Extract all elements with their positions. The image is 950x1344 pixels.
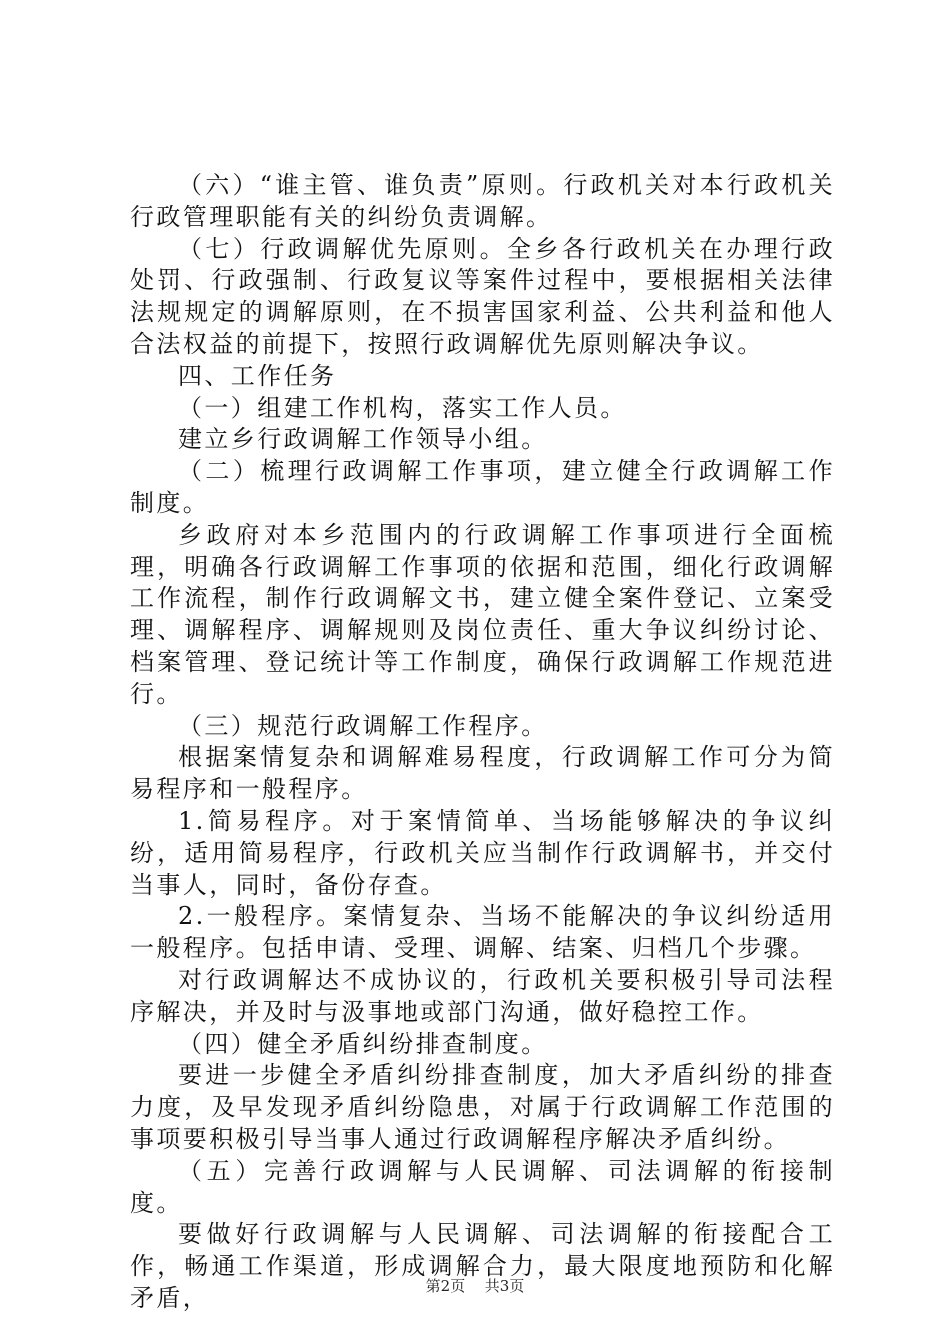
paragraph: 1.简易程序。对于案情简单、当场能够解决的争议纠纷，适用简易程序，行政机关应当制作行政调解书，并交付当事人，同时，备份存查。 <box>130 806 835 899</box>
paragraph: （七）行政调解优先原则。全乡各行政机关在办理行政处罚、行政强制、行政复议等案件过程中，要根据相关法律法规规定的调解原则，在不损害国家利益、公共利益和他人合法权益的前提下，按照行政调解优先原则解决争议。 <box>130 234 835 358</box>
page-number: 第2页 <box>425 1277 466 1295</box>
paragraph: （一）组建工作机构，落实工作人员。 <box>178 393 627 422</box>
paragraph: （三）规范行政调解工作程序。 <box>178 711 548 740</box>
paragraph: （二）梳理行政调解工作事项，建立健全行政调解工作制度。 <box>130 457 835 517</box>
paragraph: 根据案情复杂和调解难易程度，行政调解工作可分为简易程序和一般程序。 <box>130 743 835 804</box>
page-footer <box>0 1276 950 1296</box>
paragraph: （六）“谁主管、谁负责”原则。行政机关对本行政机关行政管理职能有关的纠纷负责调解。 <box>130 171 835 231</box>
paragraph: 2.一般程序。案情复杂、当场不能解决的争议纠纷适用一般程序。包括申请、受理、调解、结案、归档几个步骤。 <box>130 902 835 963</box>
page-total: 共3页 <box>484 1277 525 1295</box>
paragraph: 对行政调解达不成协议的，行政机关要积极引导司法程序解决，并及时与汲事地或部门沟通，做好稳控工作。 <box>130 965 835 1026</box>
paragraph: （四）健全矛盾纠纷排查制度。 <box>178 1029 548 1058</box>
paragraph: （五）完善行政调解与人民调解、司法调解的衔接制度。 <box>130 1156 835 1217</box>
section-heading: 四、工作任务 <box>178 361 337 390</box>
paragraph: 乡政府对本乡范围内的行政调解工作事项进行全面梳理，明确各行政调解工作事项的依据和范围，细化行政调解工作流程，制作行政调解文书，建立健全案件登记、立案受理、调解程序、调解规则及岗位责任、重大争议纠纷讨论、档案管理、登记统计等工作制度，确保行政调解工作规范进行。 <box>130 520 835 708</box>
paragraph: 建立乡行政调解工作领导小组。 <box>178 425 548 454</box>
document-body <box>130 170 835 1315</box>
paragraph: 要进一步健全矛盾纠纷排查制度，加大矛盾纠纷的排查力度，及早发现矛盾纠纷隐患，对属于行政调解工作范围的事项要积极引导当事人通过行政调解程序解决矛盾纠纷。 <box>130 1061 835 1153</box>
paragraph: 要做好行政调解与人民调解、司法调解的衔接配合工作，畅通工作渠道，形成调解合力，最大限度地预防和化解矛盾， <box>130 1220 835 1312</box>
